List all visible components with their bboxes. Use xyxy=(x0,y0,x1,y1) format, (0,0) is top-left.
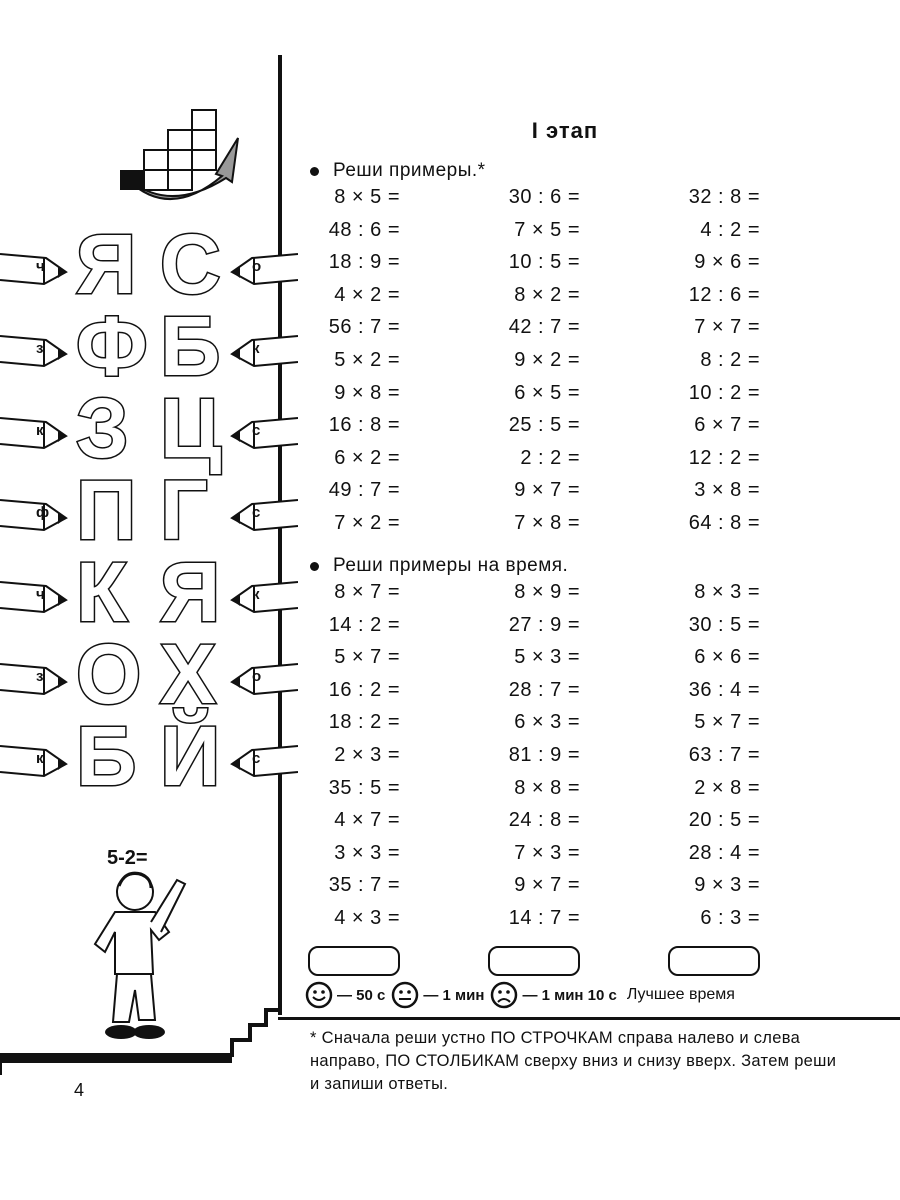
crayon-icon xyxy=(228,740,298,780)
example-cell: 3 × 8 = xyxy=(694,479,760,502)
crayon-label: з xyxy=(36,668,44,685)
instruction-2 xyxy=(310,555,568,577)
instruction-2-text: Реши примеры на время. xyxy=(333,555,569,576)
puzzle-logo-icon xyxy=(110,108,250,218)
example-cell: 48 : 6 = xyxy=(328,218,400,241)
footnote-divider xyxy=(278,1017,900,1020)
example-cell: 5 × 7 = xyxy=(334,646,400,669)
crayon-icon xyxy=(0,412,70,452)
example-cell: 9 × 6 = xyxy=(694,251,760,274)
example-cell: 16 : 2 = xyxy=(328,678,400,701)
crayon-icon xyxy=(228,248,298,288)
example-cell: 8 × 8 = xyxy=(514,776,580,799)
crayon-label: с xyxy=(252,504,261,521)
crayon-icon xyxy=(0,576,70,616)
crayon-label: с xyxy=(252,422,261,439)
example-row xyxy=(300,679,780,711)
example-cell: 28 : 4 = xyxy=(688,841,760,864)
outline-letter: Б xyxy=(160,299,221,393)
example-cell: 8 × 9 = xyxy=(514,581,580,603)
example-row xyxy=(300,744,780,776)
crayon-label: ф xyxy=(36,504,50,521)
outline-letter: Б xyxy=(76,709,137,803)
example-cell: 6 × 3 = xyxy=(514,711,580,734)
example-cell: 32 : 8 = xyxy=(688,186,760,208)
legend-happy-text: — 50 с xyxy=(337,986,386,1004)
example-cell: 14 : 7 = xyxy=(508,907,580,929)
letter-pairs xyxy=(0,217,278,820)
example-cell: 2 × 3 = xyxy=(334,744,400,766)
crayon-icon xyxy=(0,658,70,698)
crayon-label: к xyxy=(252,340,260,357)
crayon-label: ч xyxy=(36,258,45,275)
example-cell: 9 × 7 = xyxy=(514,874,580,897)
example-row xyxy=(300,479,780,511)
example-cell: 12 : 6 = xyxy=(688,283,760,306)
example-cell: 10 : 2 = xyxy=(688,381,760,404)
crayon-icon xyxy=(228,658,298,698)
example-row xyxy=(300,251,780,283)
example-cell: 6 × 6 = xyxy=(694,646,760,669)
crayon-icon xyxy=(0,330,70,370)
example-cell: 18 : 2 = xyxy=(328,711,400,734)
example-cell: 36 : 4 = xyxy=(688,678,760,701)
example-row xyxy=(300,186,780,218)
outline-letter: Й xyxy=(160,709,221,803)
page-number: 4 xyxy=(74,1080,85,1100)
example-cell: 14 : 2 = xyxy=(328,613,400,636)
example-cell: 4 × 3 = xyxy=(334,907,400,929)
boy-illustration xyxy=(85,840,215,1060)
example-cell: 7 × 7 = xyxy=(694,316,760,339)
example-cell: 3 × 3 = xyxy=(334,841,400,864)
example-cell: 20 : 5 = xyxy=(688,809,760,832)
crayon-label: о xyxy=(252,258,262,275)
crayon-icon xyxy=(0,494,70,534)
example-cell: 7 × 2 = xyxy=(334,512,400,534)
example-row xyxy=(300,614,780,646)
example-row xyxy=(300,809,780,841)
example-cell: 28 : 7 = xyxy=(508,678,580,701)
example-row xyxy=(300,777,780,809)
bullet-icon xyxy=(310,562,319,571)
sad-face-icon xyxy=(490,981,518,1009)
example-cell: 35 : 5 = xyxy=(328,776,400,799)
example-cell: 6 × 5 = xyxy=(514,381,580,404)
outline-letter: П xyxy=(76,463,137,557)
example-cell: 7 × 5 = xyxy=(514,218,580,241)
example-row xyxy=(300,874,780,906)
example-cell: 6 × 7 = xyxy=(694,414,760,437)
instruction-1-text: Реши примеры.* xyxy=(333,160,486,181)
outline-letter: Я xyxy=(160,545,221,639)
example-row xyxy=(300,349,780,381)
instruction-1 xyxy=(310,160,486,182)
outline-letter: Г xyxy=(160,463,208,557)
example-cell: 4 × 2 = xyxy=(334,283,400,306)
example-cell: 9 × 3 = xyxy=(694,874,760,897)
outline-letter: Ф xyxy=(76,299,148,393)
example-cell: 7 × 3 = xyxy=(514,841,580,864)
example-cell: 2 × 8 = xyxy=(694,776,760,799)
example-row xyxy=(300,907,780,939)
example-cell: 30 : 5 = xyxy=(688,613,760,636)
best-time-label: Лучшее время xyxy=(626,986,735,1003)
example-cell: 5 × 7 = xyxy=(694,711,760,734)
example-cell: 4 : 2 = xyxy=(700,218,760,241)
crayon-label: ч xyxy=(36,586,45,603)
crayon-icon xyxy=(228,576,298,616)
example-cell: 35 : 7 = xyxy=(328,874,400,897)
crayon-label: с xyxy=(252,750,261,767)
example-cell: 56 : 7 = xyxy=(328,316,400,339)
example-row xyxy=(300,316,780,348)
example-cell: 27 : 9 = xyxy=(508,613,580,636)
crayon-label: о xyxy=(252,668,262,685)
example-cell: 5 × 3 = xyxy=(514,646,580,669)
crayon-label: з xyxy=(36,340,44,357)
example-row xyxy=(300,711,780,743)
example-cell: 42 : 7 = xyxy=(508,316,580,339)
example-cell: 30 : 6 = xyxy=(508,186,580,208)
footnote: * Сначала реши устно ПО СТРОЧКАМ справа налево и слева направо, ПО СТОЛБИКАМ сверху вниз и снизу вверх. Затем реши и запиши ответы. xyxy=(310,1029,837,1093)
example-row xyxy=(300,414,780,446)
outline-letter: Х xyxy=(160,627,217,721)
crayon-icon xyxy=(228,330,298,370)
example-cell: 8 × 5 = xyxy=(334,186,400,208)
neutral-face-icon xyxy=(391,981,419,1009)
example-cell: 25 : 5 = xyxy=(508,414,580,437)
example-cell: 6 : 3 = xyxy=(700,907,760,929)
outline-letter: О xyxy=(76,627,142,721)
outline-letter: З xyxy=(76,381,129,475)
example-cell: 4 × 7 = xyxy=(334,809,400,832)
vertical-divider xyxy=(278,55,282,1015)
example-cell: 18 : 9 = xyxy=(328,251,400,274)
example-cell: 10 : 5 = xyxy=(508,251,580,274)
example-cell: 8 : 2 = xyxy=(700,349,760,371)
example-cell: 7 × 8 = xyxy=(514,512,580,534)
example-row xyxy=(300,447,780,479)
crayon-icon xyxy=(228,412,298,452)
bullet-icon xyxy=(310,167,319,176)
crayon-label: к xyxy=(252,586,260,603)
example-row xyxy=(300,646,780,678)
boy-board-text: 5-2= xyxy=(107,847,148,869)
example-cell: 24 : 8 = xyxy=(508,809,580,832)
crayon-icon xyxy=(0,248,70,288)
happy-face-icon xyxy=(305,981,333,1009)
crayon-label: к xyxy=(36,422,44,439)
crayon-icon xyxy=(228,494,298,534)
example-cell: 12 : 2 = xyxy=(688,446,760,469)
example-row xyxy=(300,581,780,613)
example-row xyxy=(300,842,780,874)
example-cell: 9 × 7 = xyxy=(514,479,580,502)
time-box-3[interactable] xyxy=(668,946,760,976)
example-cell: 8 × 7 = xyxy=(334,581,400,603)
example-cell: 6 × 2 = xyxy=(334,446,400,469)
example-row xyxy=(300,219,780,251)
example-cell: 5 × 2 = xyxy=(334,349,400,371)
example-cell: 49 : 7 = xyxy=(328,479,400,502)
outline-letter: С xyxy=(160,217,221,311)
time-legend xyxy=(305,980,845,1010)
example-cell: 8 × 3 = xyxy=(694,581,760,603)
example-cell: 2 : 2 = xyxy=(520,446,580,469)
example-cell: 81 : 9 = xyxy=(508,744,580,766)
legend-neutral-text: — 1 мин xyxy=(423,986,485,1004)
example-cell: 64 : 8 = xyxy=(688,512,760,534)
example-cell: 16 : 8 = xyxy=(328,414,400,437)
example-cell: 63 : 7 = xyxy=(688,744,760,766)
time-box-1[interactable] xyxy=(308,946,400,976)
time-box-2[interactable] xyxy=(488,946,580,976)
outline-letter: Я xyxy=(76,217,137,311)
example-row xyxy=(300,284,780,316)
legend-sad-text: — 1 мин 10 с xyxy=(522,986,617,1004)
example-row xyxy=(300,512,780,544)
crayon-icon xyxy=(0,740,70,780)
outline-letter: К xyxy=(76,545,128,639)
example-cell: 9 × 2 = xyxy=(514,349,580,371)
crayon-label: к xyxy=(36,750,44,767)
example-cell: 8 × 2 = xyxy=(514,283,580,306)
stage-title: I этап xyxy=(531,118,599,143)
example-row xyxy=(300,382,780,414)
outline-letter: Ц xyxy=(160,381,222,475)
example-cell: 9 × 8 = xyxy=(334,381,400,404)
